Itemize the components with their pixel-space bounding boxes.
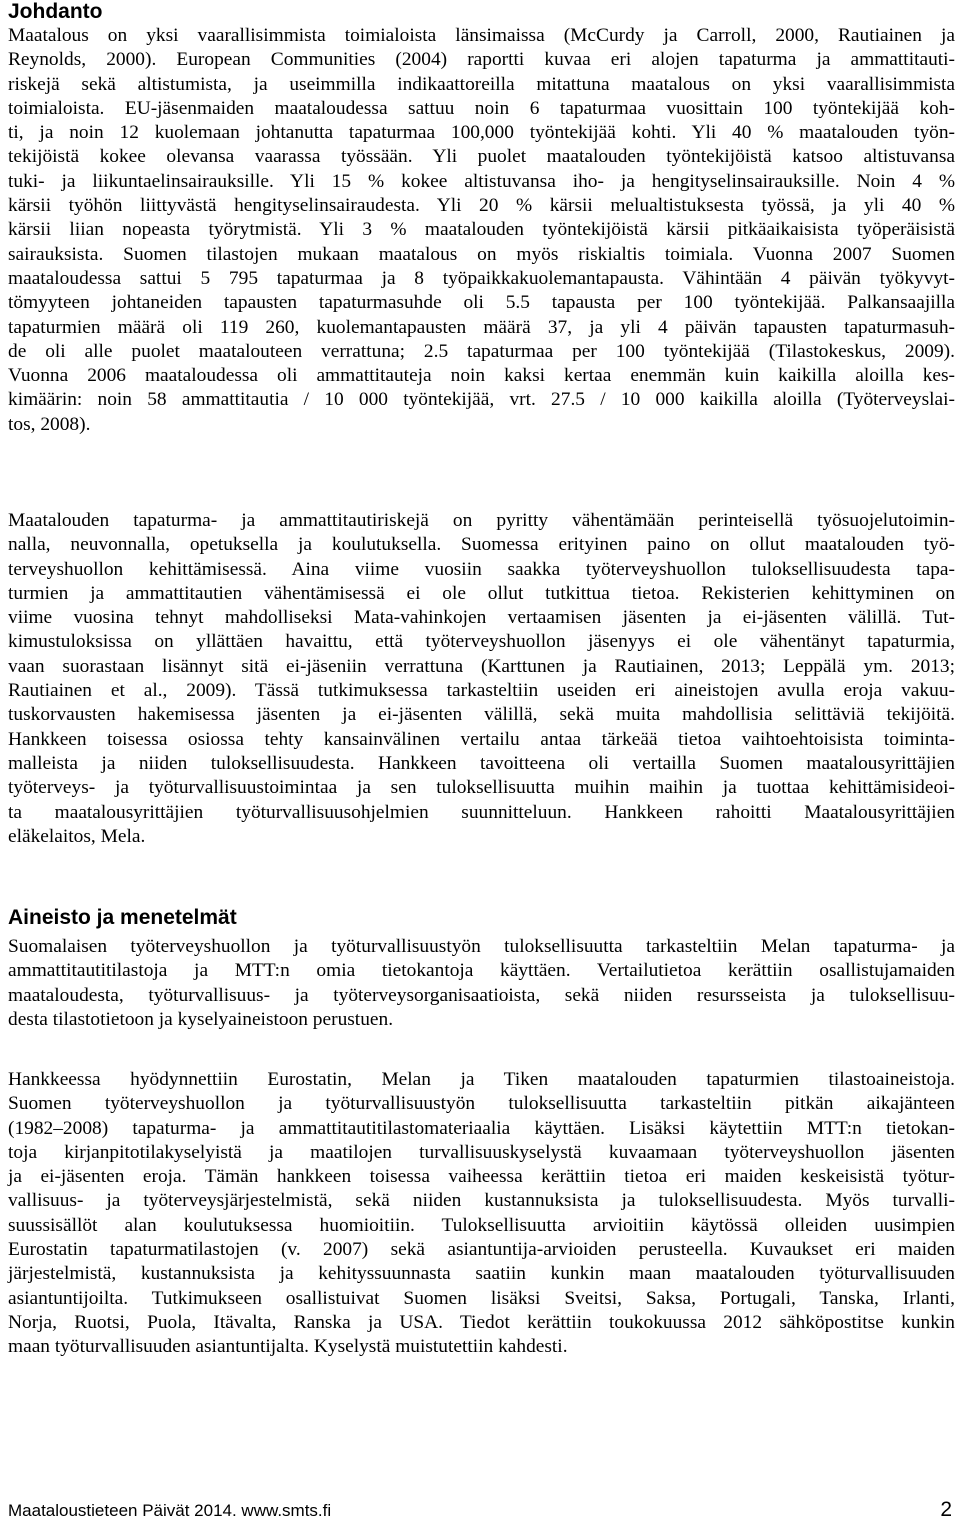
text-line: asiantuntijoilta. Tutkimukseen osallistuivat Suomen lisäksi Sveitsi, Saksa, Portugali, Tanska, Irlanti, (8, 1287, 955, 1309)
footer-conference: Maataloustieteen Päivät 2014. www.smts.fi (8, 1501, 332, 1520)
text-line: vallisuus- ja työterveysjärjestelmistä, sekä niiden kustannuksista ja tuloksellisuudesta. Myös turvalli- (8, 1190, 955, 1212)
paragraph-methods-1 (8, 935, 955, 1032)
text-line: ti, ja noin 12 kuolemaan johtanutta tapaturmaa 100,000 työntekijää kohti. Yli 40 % maatalouden työn- (8, 122, 955, 144)
text-line: ta maatalousyrittäjien työturvallisuusohjelmien suunnitteluun. Hankkeen rahoitti Maatalousyrittäjien (8, 801, 955, 823)
section-heading-johdanto: Johdanto (8, 0, 103, 23)
text-line: malleista ja niiden tuloksellisuudesta. Hankkeen tavoitteena oli vertailla Suomen maatalousyrittäjien (8, 752, 955, 774)
text-line: terveyshuollon kehittämisessä. Aina viime vuosiin saakka työterveyshuollon tuloksellisuudesta tapa- (8, 558, 955, 580)
text-line: kimäärin: noin 58 ammattitautia / 10 000 työntekijää, vrt. 27.5 / 10 000 kaikilla aloilla (Työterveyslai- (8, 389, 955, 411)
text-line: Suomen työterveyshuollon ja työturvallisuustyön tuloksellisuutta tarkasteltiin pitkän aikajänteen (8, 1093, 955, 1115)
text-line: riskejä sekä altistumista, ja useimmilla indikaattoreilla mitattuna maatalous on yksi vaarallisimmista (8, 73, 955, 95)
text-line: tekijöistä kokee olevansa vaarassa työssään. Yli puolet maatalouden työntekijöistä katsoo altistuvansa (8, 146, 955, 168)
text-line: Reynolds, 2000). European Communities (2004) raportti kuvaa eri alojen tapaturma ja ammattitauti- (8, 49, 955, 71)
text-line: tos, 2008). (8, 413, 91, 435)
text-line: kärsii työhön liittyvästä hengityselinsairaudesta. Yli 20 % kärsii melualtistuksesta työssä, ja yli 40 % (8, 195, 955, 217)
text-line: vaan suorastaan lisännyt sitä ei-jäseniin verrattuna (Karttunen ja Rautiainen, 2013; Leppälä ym. 2013; (8, 655, 955, 677)
text-line: maan työturvallisuuden asiantuntijalta. Kyselystä muistutettiin kahdesti. (8, 1336, 568, 1358)
text-line: Maatalous on yksi vaarallisimmista toimialoista länsimaissa (McCurdy ja Carroll, 2000, Rautiainen ja (8, 25, 955, 46)
text-line: työterveys- ja työturvallisuustoimintaa ja sen tuloksellisuutta muihin maihin ja tuottaa kehittämisideoi- (8, 777, 955, 799)
text-line: Suomalaisen työterveyshuollon ja työturvallisuustyön tuloksellisuutta tarkasteltiin Melan tapaturma- ja (8, 936, 955, 957)
paragraph-intro-2 (8, 509, 955, 849)
text-line: maataloudessa sattui 5 795 tapaturmaa ja 8 työpaikkakuolemantapausta. Vähintään 4 päivän työkyvyt- (8, 267, 955, 289)
text-line: turmien ja ammattitautien vähentämisessä ei ole ollut tutkittua tietoa. Rekisterien kehittyminen on (8, 582, 955, 604)
text-line: nalla, neuvonnalla, opetuksella ja koulutuksella. Suomessa erityinen paino on ollut maatalouden työ- (8, 534, 955, 556)
text-line: Hankkeessa hyödynnettiin Eurostatin, Melan ja Tiken maatalouden tapaturmien tilastoaineistoja. (8, 1069, 955, 1090)
text-line: eläkelaitos, Mela. (8, 825, 146, 847)
text-line: tuskorvausten hakemisessa jäsenten ja ei-jäsenten välillä, sekä muita mahdollisia selittäviä tekijöitä. (8, 704, 955, 726)
text-line: järjestelmistä, kustannuksista ja kehityssuunnasta saatiin kunkin maan maatalouden työturvallisuuden (8, 1263, 955, 1285)
text-line: maataloudesta, työturvallisuus- ja työterveysorganisaatioista, sekä niiden resursseista ja tuloksellisuu- (8, 984, 955, 1006)
text-line: sairauksista. Suomen tilastojen mukaan maatalous on myös riskialtis toimiala. Vuonna 2007 Suomen (8, 243, 955, 265)
text-line: (1982–2008) tapaturma- ja ammattitautitilastomateriaalia käyttäen. Lisäksi käytettiin MTT:n tietokan- (8, 1117, 955, 1139)
page-number: 2 (940, 1498, 952, 1521)
text-line: toja kirjanpitotilakyselyistä ja maatilojen turvallisuuskyselystä kuvaamaan työterveyshuollon jäsenten (8, 1141, 955, 1163)
text-line: Hankkeen toisessa osiossa tehty kansainvälinen vertailu antaa tärkeää tietoa vaihtoehtoisista toiminta- (8, 728, 955, 750)
text-line: de oli alle puolet maatalouteen verrattuna; 2.5 tapaturmaa per 100 työntekijää (Tilastokeskus, 2009). (8, 340, 955, 362)
text-line: Vuonna 2006 maataloudessa oli ammattitauteja noin kaksi kertaa enemmän kuin kaikilla aloilla kes- (8, 365, 955, 387)
text-line: Norja, Ruotsi, Puola, Itävalta, Ranska ja USA. Tiedot kerättiin toukokuussa 2012 sähköpostitse kunkin (8, 1311, 955, 1333)
text-line: kärsii liian nopeasta työrytmistä. Yli 3 % maatalouden työntekijöistä kärsii pitkäaikaisista työperäisistä (8, 219, 955, 241)
text-line: kimustuloksissa on yllättäen havaittu, että työterveyshuollon jäsenyys ei ole vähentänyt tapaturmia, (8, 631, 955, 653)
section-heading-aineisto: Aineisto ja menetelmät (8, 906, 237, 929)
text-line: Rautiainen et al., 2009). Tässä tutkimuksessa tarkasteltiin useiden eri aineistojen avulla eroja vakuu- (8, 680, 955, 702)
text-line: Maatalouden tapaturma- ja ammattitautiriskejä on pyritty vähentämään perinteisellä työsuojelutoimin- (8, 510, 955, 531)
text-line: Eurostatin tapaturmatilastojen (v. 2007) sekä asiantuntija-arvioiden perusteella. Kuvaukset eri maiden (8, 1239, 955, 1261)
paragraph-intro-1 (8, 24, 955, 437)
text-line: tapaturmien määrä oli 119 260, kuolemantapausten määrä 37, ja yli 4 päivän tapausten tapaturmasuh- (8, 316, 955, 338)
text-line: ammattitautitilastoja ja MTT:n omia tietokantoja käyttäen. Vertailutietoa kerättiin osallistujamaiden (8, 960, 955, 982)
text-line: ja ei-jäsenten eroja. Tämän hankkeen toisessa vaiheessa kerättiin tietoa eri maiden keskeisistä työtur- (8, 1166, 955, 1188)
text-line: suussisällöt alan koulutuksessa huomioitiin. Tuloksellisuutta arvioitiin käytössä olleiden uusimpien (8, 1214, 955, 1236)
text-line: desta tilastotietoon ja kyselyaineistoon perustuen. (8, 1008, 394, 1030)
text-line: tömyyteen johtaneiden tapausten tapaturmasuhde oli 5.5 tapausta per 100 työntekijää. Palkansaajilla (8, 292, 955, 314)
text-line: viime vuosina tehnyt mahdolliseksi Mata-vahinkojen vertaamisen jäsenten ja ei-jäsenten välillä. Tut- (8, 607, 955, 629)
paragraph-methods-2 (8, 1068, 955, 1360)
text-line: toimialoista. EU-jäsenmaiden maataloudessa sattuu noin 6 tapaturmaa vuosittain 100 työntekijää koh- (8, 97, 955, 119)
text-line: tuki- ja liikuntaelinsairauksille. Yli 15 % kokee altistuvansa iho- ja hengityselinsairauksille. Noin 4 % (8, 170, 955, 192)
